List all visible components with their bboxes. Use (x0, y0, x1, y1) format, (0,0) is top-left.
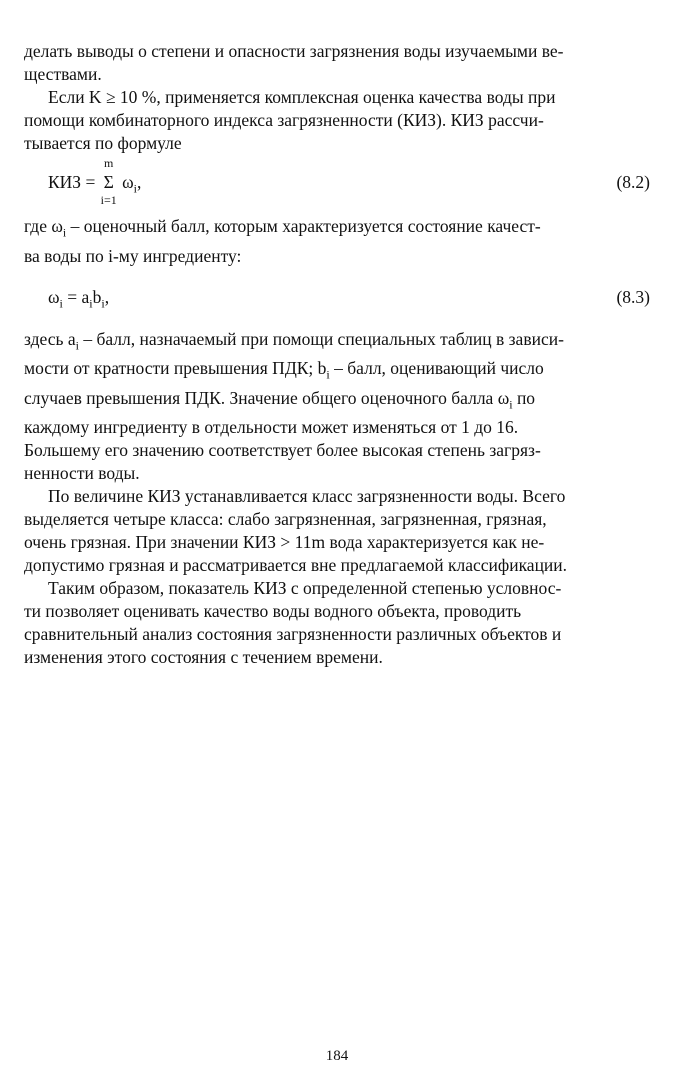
text-line: Таким образом, показатель КИЗ с определенной степенью условнос- (48, 578, 562, 598)
text-line: каждому ингредиенту в отдельности может изменяться от 1 до 16. (24, 417, 519, 437)
text-line: выделяется четыре класса: слабо загрязненная, загрязненная, грязная, (24, 509, 547, 529)
text-line: очень грязная. При значении КИЗ > 11m вода характеризуется как не- (24, 532, 545, 552)
equation-number: (8.3) (616, 286, 650, 307)
paragraph-4 (24, 328, 650, 486)
paragraph-5 (24, 485, 650, 577)
sum-upper-limit: m (104, 156, 114, 170)
text-line: помощи комбинаторного индекса загрязненности (КИЗ). КИЗ рассчи- (24, 110, 544, 130)
paragraph-3 (24, 215, 650, 268)
text-line: сравнительный анализ состояния загрязненности различных объектов и (24, 624, 562, 644)
text-line: делать выводы о степени и опасности загрязнения воды изучаемыми ве- (24, 41, 564, 61)
sigma: Σ (103, 172, 114, 192)
text-line: ненности воды. (24, 463, 140, 483)
text-line: ти позволяет оценивать качество воды водного объекта, проводить (24, 601, 522, 621)
paragraph-1 (24, 40, 650, 86)
text-line: случаев превышения ПДК. Значение общего оценочного балла $\omega_i$ по (24, 387, 536, 411)
paragraph-2 (24, 86, 650, 155)
body-text (24, 40, 650, 669)
text-line: Если K ≥ 10 %, применяется комплексная оценка качества воды при (48, 87, 556, 107)
formula-comma: , (136, 172, 142, 192)
text-line: По величине КИЗ устанавливается класс загрязненности воды. Всего (48, 486, 566, 506)
equation-number: (8.2) (616, 172, 650, 192)
page-number: 184 (325, 1048, 349, 1064)
text-line: ва воды по i-му ингредиенту: (24, 245, 242, 266)
formula-8-3 (24, 282, 650, 312)
text-line: мости от кратности превышения ПДК; $b_i$ – балл, оценивающий число (24, 358, 544, 382)
text-line: допустимо грязная и рассматривается вне предлагаемой классификации. (24, 555, 568, 575)
text-line: тывается по формуле (24, 133, 182, 153)
text-line: где $\omega_i$ – оценочный балл, которым характеризуется состояние качест- (24, 216, 541, 240)
text-line: ществами. (24, 64, 102, 84)
sum-lower-limit: i=1 (100, 193, 117, 207)
formula-lhs: КИЗ = (48, 172, 100, 192)
formula-expression: $\omega_i = a_ib_i$, (48, 286, 110, 310)
paragraph-6 (24, 577, 650, 669)
text-line: изменения этого состояния с течением времени. (24, 647, 383, 667)
text-line: здесь $a_i$ – балл, назначаемый при помощи специальных таблиц в зависи- (24, 328, 564, 352)
text-line: Большему его значению соответствует более высокая степень загряз- (24, 440, 541, 460)
sum-sign (100, 156, 118, 207)
formula-expression (48, 156, 142, 207)
formula-8-2 (24, 156, 650, 207)
formula-subscript: i (133, 181, 137, 196)
formula-term: ω (117, 172, 134, 192)
